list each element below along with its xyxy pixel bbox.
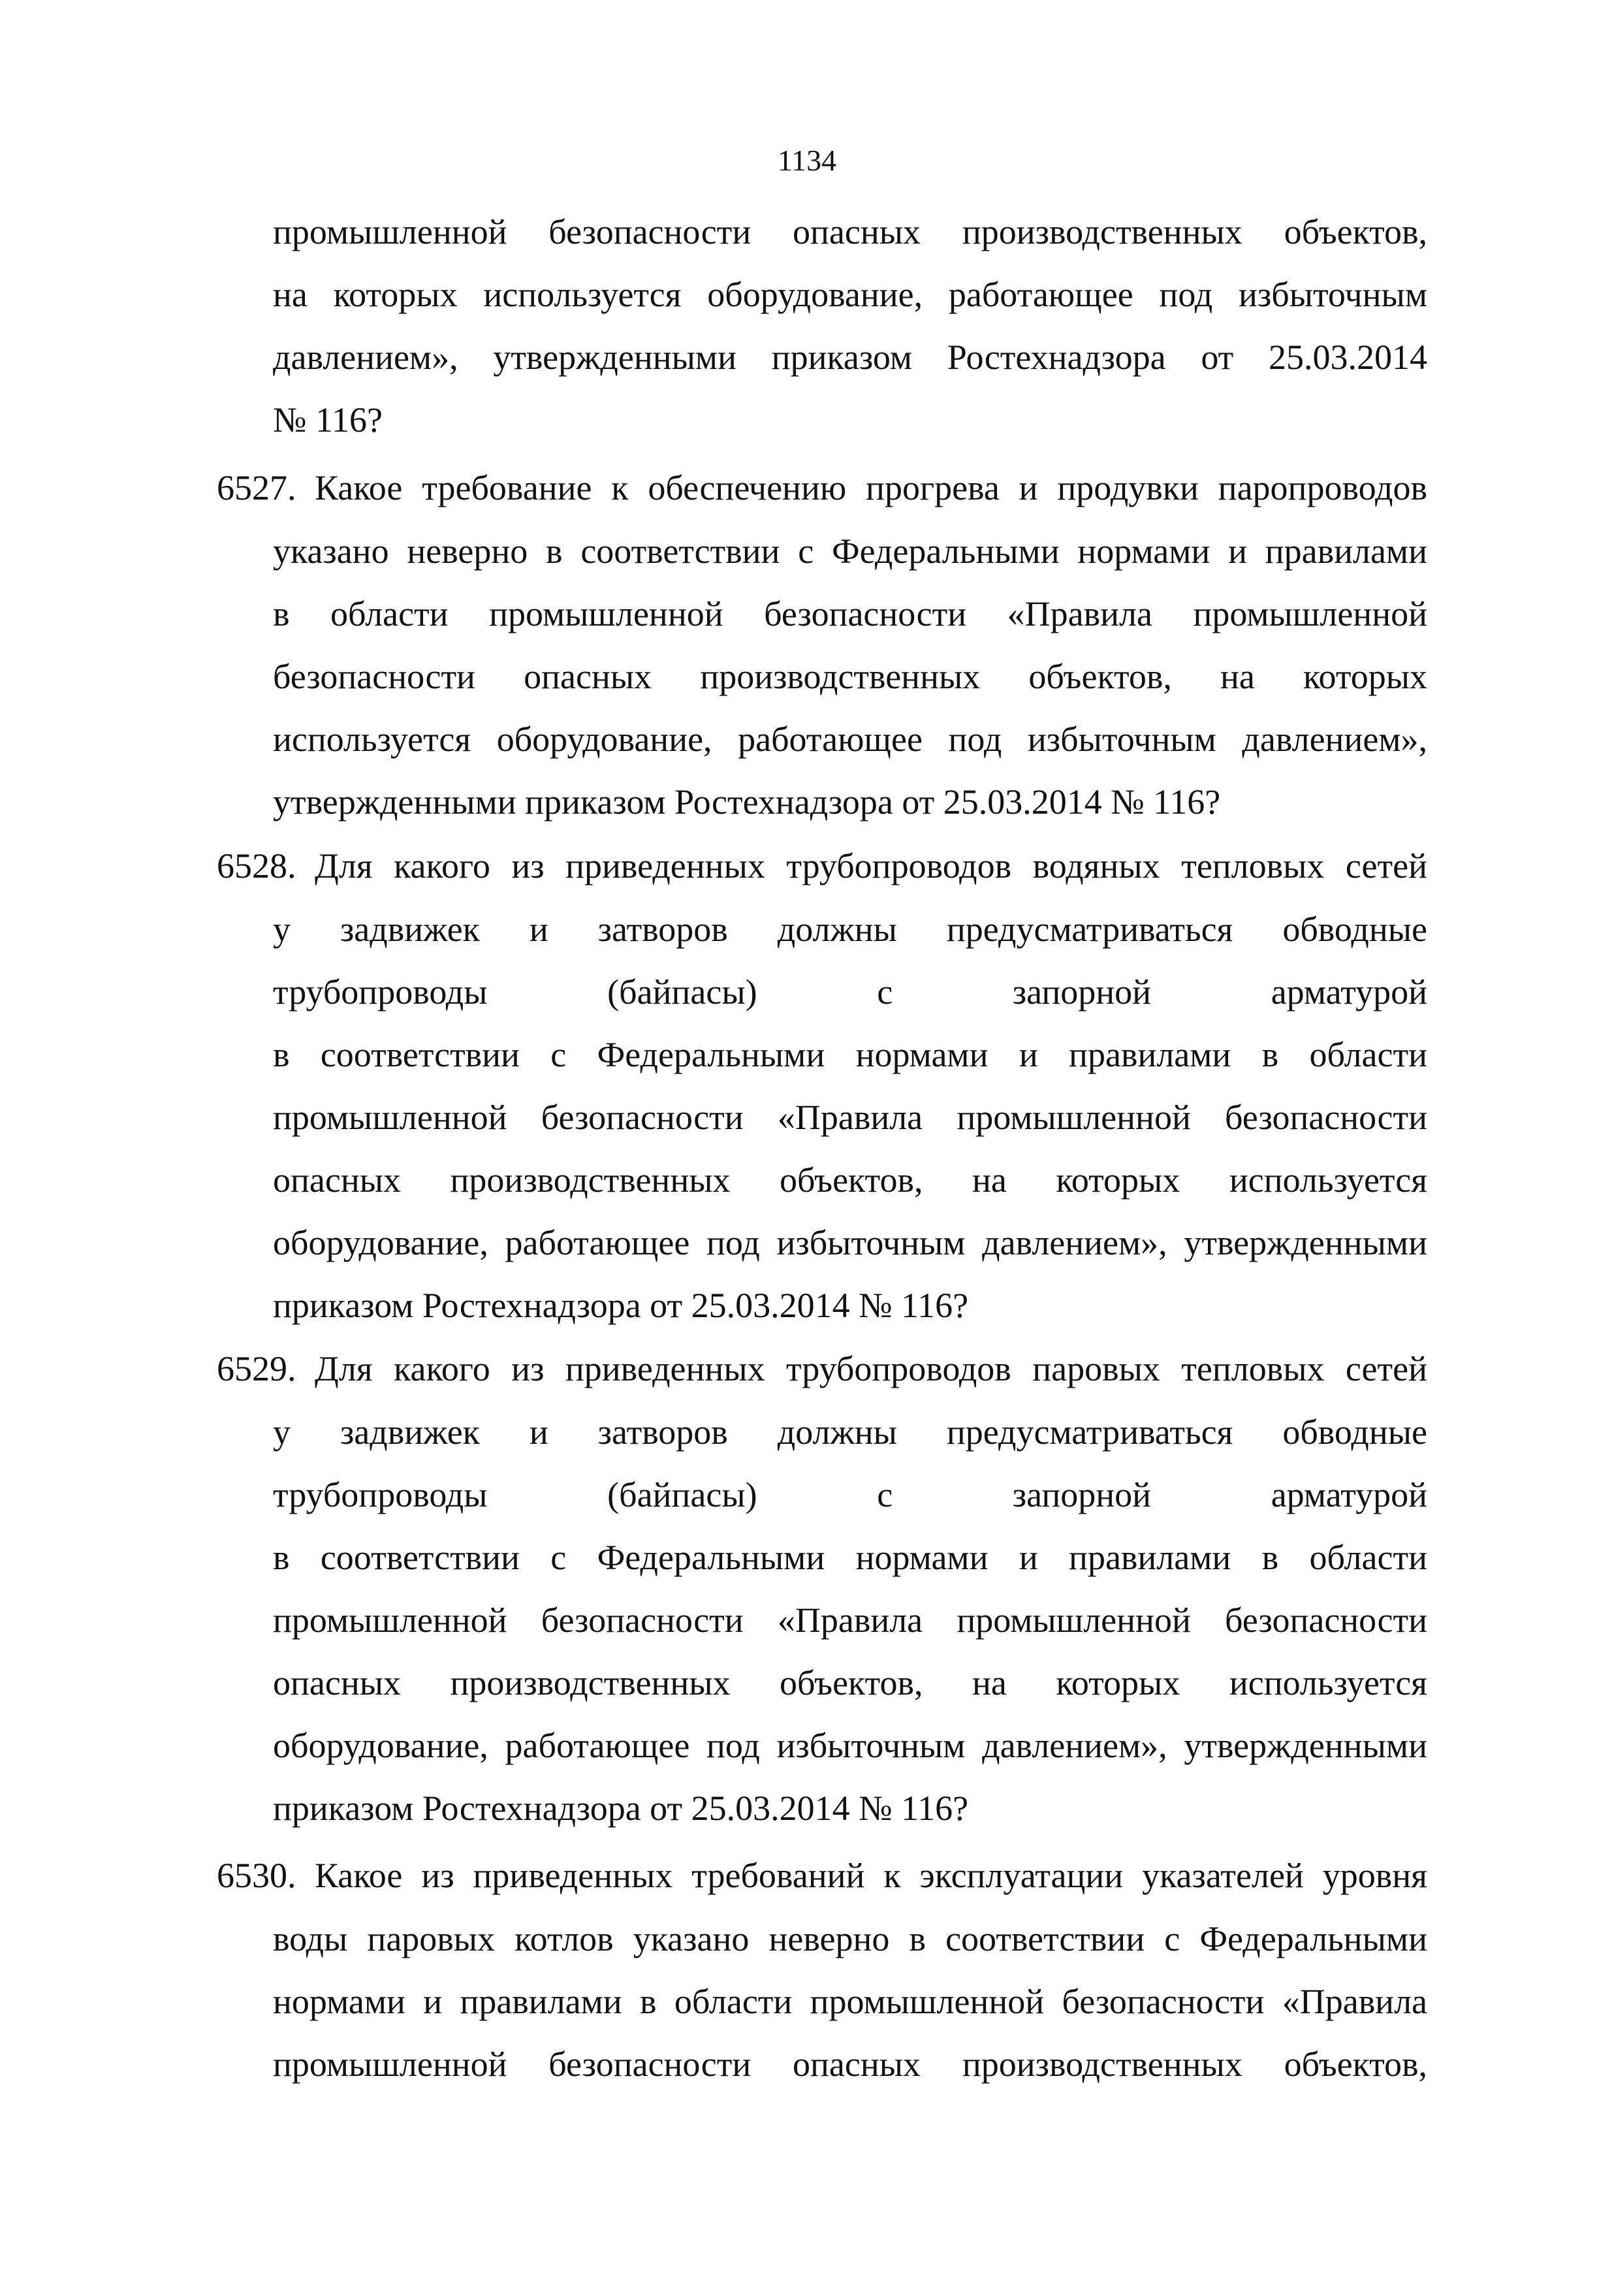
text-line: Какое из приведенных требований к эксплуатации указателей уровня — [315, 1856, 1427, 1895]
text-line: в области промышленной безопасности «Правила промышленной — [273, 594, 1427, 633]
text-line: оборудование, работающее под избыточным давлением», утвержденными — [273, 1223, 1427, 1262]
text-line: воды паровых котлов указано неверно в соответствии с Федеральными — [273, 1919, 1427, 1958]
question-number: 6527. — [217, 468, 296, 507]
text-line: используется оборудование, работающее под избыточным давлением», — [273, 720, 1427, 759]
text-line: у задвижек и затворов должны предусматриваться обводные — [273, 910, 1427, 949]
text-line: в соответствии с Федеральными нормами и правилами в области — [273, 1538, 1427, 1577]
text-line: безопасности опасных производственных объектов, на которых — [273, 657, 1427, 696]
text-line: промышленной безопасности «Правила промышленной безопасности — [273, 1601, 1427, 1640]
text-line: трубопроводы (байпасы) с запорной арматурой — [273, 1475, 1427, 1514]
text-line: промышленной безопасности «Правила промышленной безопасности — [273, 1098, 1427, 1137]
question-number: 6529. — [217, 1349, 296, 1388]
text-line: Какое требование к обеспечению прогрева и продувки паропроводов — [315, 468, 1427, 507]
text-line: № 116? — [273, 400, 383, 439]
text-line: трубопроводы (байпасы) с запорной арматурой — [273, 972, 1427, 1012]
text-line: нормами и правилами в области промышленной безопасности «Правила — [273, 1982, 1427, 2021]
text-line: приказом Ростехнадзора от 25.03.2014 № 116? — [273, 1286, 969, 1325]
text-line: опасных производственных объектов, на которых используется — [273, 1160, 1427, 1200]
text-line: на которых используется оборудование, работающее под избыточным — [273, 275, 1427, 314]
text-line: опасных производственных объектов, на которых используется — [273, 1663, 1427, 1702]
text-line: промышленной безопасности опасных производственных объектов, — [273, 212, 1427, 251]
text-line: в соответствии с Федеральными нормами и правилами в области — [273, 1035, 1427, 1074]
text-line: утвержденными приказом Ростехнадзора от 25.03.2014 № 116? — [273, 782, 1221, 821]
text-line: Для какого из приведенных трубопроводов водяных тепловых сетей — [315, 846, 1427, 885]
page-number: 1134 — [777, 144, 837, 177]
text-line: давлением», утвержденными приказом Ростехнадзора от 25.03.2014 — [273, 338, 1427, 377]
question-number: 6528. — [217, 846, 296, 885]
text-line: промышленной безопасности опасных производственных объектов, — [273, 2045, 1427, 2084]
question-number: 6530. — [217, 1856, 296, 1895]
text-line: у задвижек и затворов должны предусматриваться обводные — [273, 1412, 1427, 1452]
text-line: приказом Ростехнадзора от 25.03.2014 № 116? — [273, 1789, 969, 1828]
text-line: оборудование, работающее под избыточным давлением», утвержденными — [273, 1726, 1427, 1765]
text-line: Для какого из приведенных трубопроводов паровых тепловых сетей — [315, 1349, 1427, 1388]
text-line: указано неверно в соответствии с Федеральными нормами и правилами — [273, 532, 1427, 571]
